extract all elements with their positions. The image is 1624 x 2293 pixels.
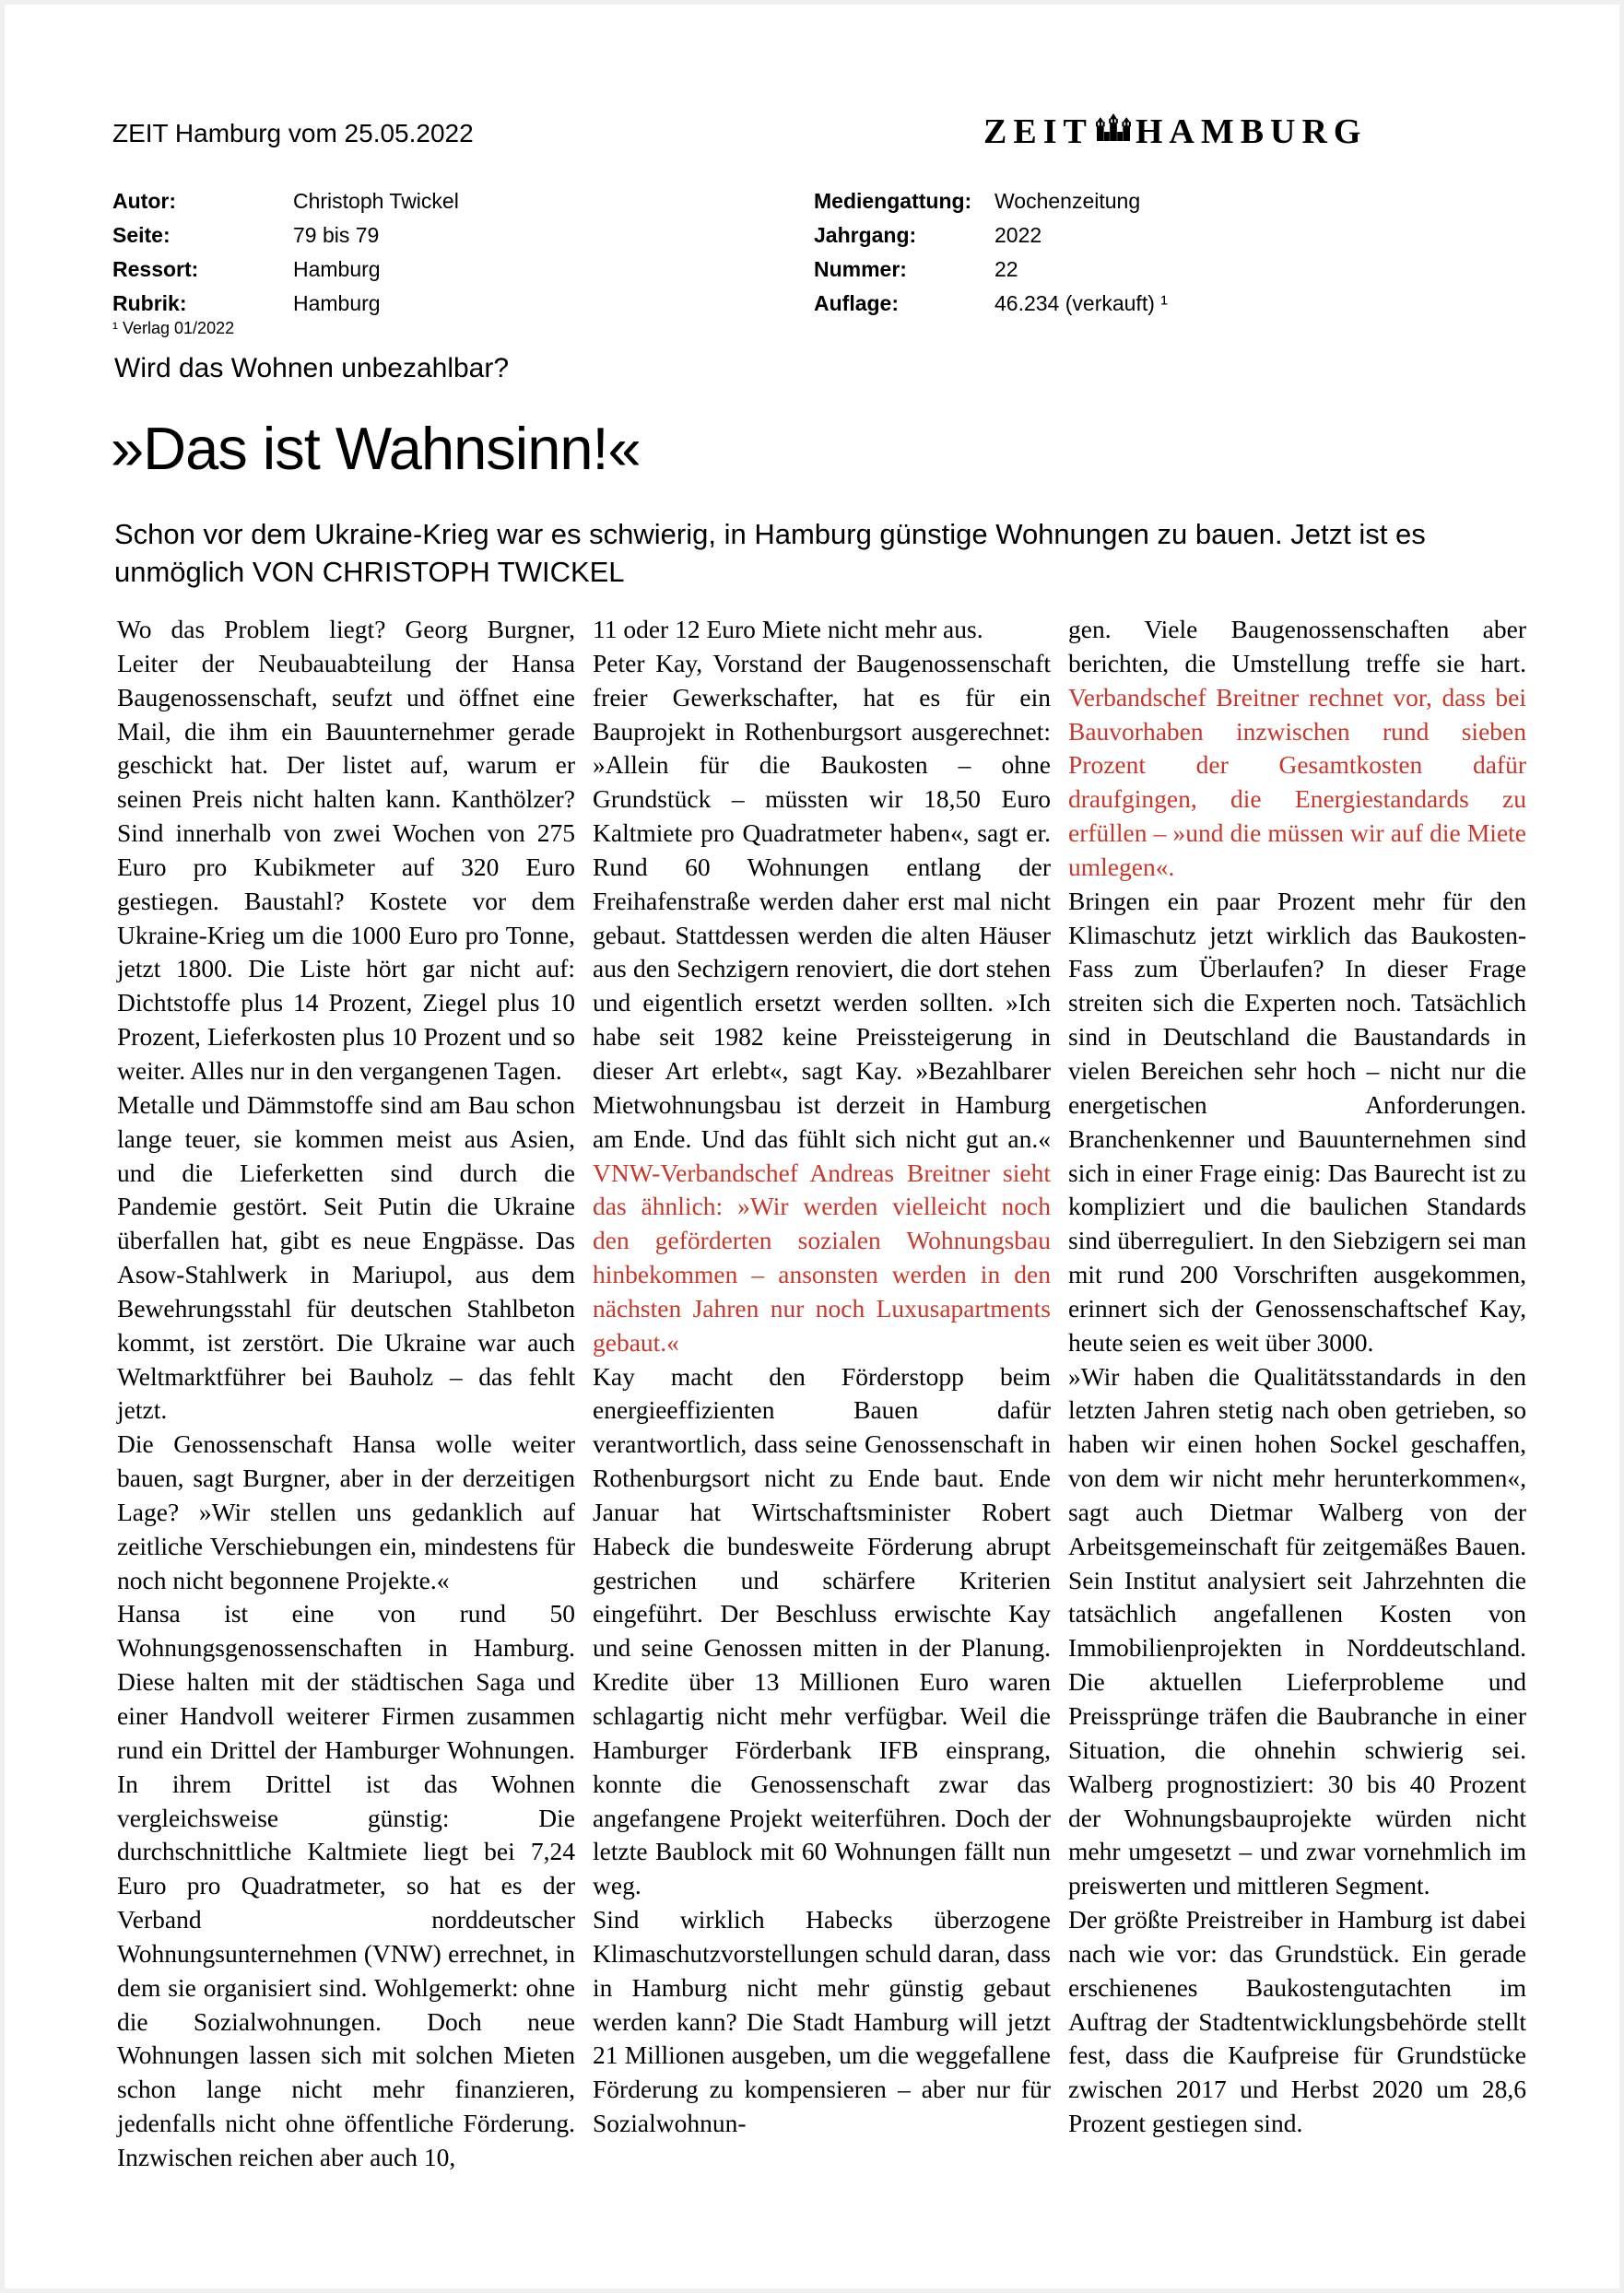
body-text: Hansa ist eine von rund 50 Wohnungsgenossenschaften in Hamburg. Diese halten mit der städtischen Saga und einer Handvoll weiterer Firmen zusammen rund ein Drittel der Hamburger Wohnungen. In ihrem Drittel ist das Wohnen vergleichsweise günstig: Die durchschnittliche Kaltmiete liegt bei 7,24 Euro pro Quadratmeter, so hat es der Verband norddeutscher Wohnungsunternehmen (VNW) errechnet, in dem sie organisiert sind. Wohlgemerkt: ohne die Sozialwohnungen. Doch neue Wohnungen lassen sich mit solchen Mieten schon lange nicht mehr finanzieren, jedenfalls nicht ohne öffentliche Förderung. Inzwischen reichen aber auch 10, bbox=[117, 1599, 575, 2171]
meta-value: Hamburg bbox=[293, 291, 381, 315]
meta-row-mediengattung bbox=[814, 189, 1168, 223]
meta-label: Rubrik: bbox=[112, 291, 187, 315]
meta-label: Auflage: bbox=[814, 291, 899, 315]
highlighted-quote-text: VNW-Verbandschef Andreas Breitner sieht das ähnlich: »Wir werden vielleicht noch den geförderten sozialen Wohnungsbau hinbekommen – ansonsten werden in den nächsten Jahren nur noch Luxusapartments gebaut.« bbox=[593, 1158, 1051, 1357]
zeit-hamburg-logo bbox=[983, 112, 1367, 152]
article-paragraph bbox=[593, 647, 1051, 1360]
meta-block-left bbox=[112, 189, 459, 325]
meta-row-autor bbox=[112, 189, 459, 223]
article-column-3 bbox=[1068, 613, 1526, 2175]
body-text: Peter Kay, Vorstand der Baugenossenschaft freier Gewerkschafter, hat es für ein Bauprojekt in Rothenburgsort ausgerechnet: »Allein für die Baukosten – ohne Grundstück – müssten wir 18,50 Euro Kaltmiete pro Quadratmeter haben«, sagt er. Rund 60 Wohnungen entlang der Freihafenstraße werden daher erst mal nicht gebaut. Stattdessen werden die alten Häuser aus den Sechzigern renoviert, die dort stehen und eigentlich ersetzt werden sollten. »Ich habe seit 1982 keine Preissteigerung in dieser Art erlebt«, sagt Kay. »Bezahlbarer Mietwohnungsbau ist derzeit in Hamburg am Ende. Und das fühlt sich nicht gut an.« bbox=[593, 648, 1051, 1153]
article-paragraph bbox=[1068, 885, 1526, 1360]
body-text: gen. Viele Baugenossenschaften aber berichten, die Umstellung treffe sie hart. bbox=[1068, 615, 1526, 677]
meta-row-jahrgang bbox=[814, 223, 1168, 257]
article-paragraph bbox=[1068, 1903, 1526, 2141]
kicker-line: Wird das Wohnen unbezahlbar? bbox=[114, 353, 510, 383]
meta-row-seite bbox=[112, 223, 459, 257]
meta-value: Christoph Twickel bbox=[293, 189, 459, 213]
body-text: Metalle und Dämmstoffe sind am Bau schon lange teuer, sie kommen meist aus Asien, und die Lieferketten sind durch die Pandemie gestört. Seit Putin die Ukraine überfallen hat, gibt es neue Engpässe. Das Asow-Stahlwerk in Mariupol, aus dem Bewehrungsstahl für deutschen Stahlbeton kommt, ist zerstört. Die Ukraine war auch Weltmarktführer bei Bauholz – das fehlt jetzt. bbox=[117, 1089, 575, 1425]
body-text: Kay macht den Förderstopp beim energieeffizienten Bauen dafür verantwortlich, dass seine Genossenschaft in Rothenburgsort nicht zu Ende baut. Ende Januar hat Wirtschaftsminister Robert Habeck die bundesweite Förderung abrupt gestrichen und schärfere Kriterien eingeführt. Der Beschluss erwischte Kay und seine Genossen mitten in der Planung. Kredite über 13 Millionen Euro waren schlagartig nicht mehr verfügbar. Weil die Hamburger Förderbank IFB einsprang, konnte die Genossenschaft zwar das angefangene Projekt weiterführen. Doch der letzte Baublock mit 60 Wohnungen fällt nun weg. bbox=[593, 1361, 1051, 1900]
hamburg-crest-icon bbox=[1095, 112, 1132, 152]
meta-label: Jahrgang: bbox=[814, 223, 917, 247]
meta-label: Mediengattung: bbox=[814, 189, 972, 213]
body-text: Wo das Problem liegt? Georg Burgner, Leiter der Neubauabteilung der Hansa Baugenossenschaft, seufzt und öffnet eine Mail, die ihm ein Bauunternehmer gerade geschickt hat. Der listet auf, warum er seinen Preis nicht halten kann. Kanthölzer? Sind innerhalb von zwei Wochen von 275 Euro pro Kubikmeter auf 320 Euro gestiegen. Baustahl? Kostete vor dem Ukraine-Krieg um die 1000 Euro pro Tonne, jetzt 1800. Die Liste hört gar nicht auf: Dichtstoffe plus 14 Prozent, Ziegel plus 10 Prozent, Lieferkosten plus 10 Prozent und so weiter. Alles nur in den vergangenen Tagen. bbox=[117, 615, 575, 1085]
body-text: »Wir haben die Qualitätsstandards in den letzten Jahren stetig nach oben getrieben, so haben wir einen hohen Sockel geschaffen, von dem wir nicht mehr herunterkommen«, sagt auch Dietmar Walberg von der Arbeitsgemeinschaft für zeitgemäßes Bauen. Sein Institut analysiert seit Jahrzehnten die tatsächlich angefallenen Kosten von Immobilienprojekten in Norddeutschland. Die aktuellen Lieferprobleme und Preissprünge träfen die Baubranche in einer Situation, die ohnehin schwierig sei. Walberg prognostiziert: 30 bis 40 Prozent der Wohnungsbauprojekte würden nicht mehr umgesetzt – und zwar vornehmlich im preiswerten und mittleren Segment. bbox=[1068, 1361, 1526, 1900]
meta-label: Seite: bbox=[112, 223, 171, 247]
meta-row-nummer bbox=[814, 257, 1168, 291]
body-text: Der größte Preistreiber in Hamburg ist dabei nach wie vor: das Grundstück. Ein gerade erschienenes Baukostengutachten im Auftrag der Stadtentwicklungsbehörde stellt fest, dass die Kaufpreise für Grundstücke zwischen 2017 und Herbst 2020 um 28,6 Prozent gestiegen sind. bbox=[1068, 1905, 1526, 2138]
article-paragraph bbox=[1068, 613, 1526, 885]
newspaper-clipping-page bbox=[5, 5, 1619, 2288]
article-subtitle: Schon vor dem Ukraine-Krieg war es schwierig, in Hamburg günstige Wohnungen zu bauen. Jetzt ist es unmöglich VON CHRISTOPH TWICKEL bbox=[114, 518, 1426, 588]
article-paragraph bbox=[117, 1597, 575, 2174]
article-paragraph bbox=[117, 1088, 575, 1428]
body-text: 11 oder 12 Euro Miete nicht mehr aus. bbox=[593, 615, 983, 643]
article-paragraph bbox=[117, 613, 575, 1088]
meta-value: 22 bbox=[994, 257, 1018, 281]
meta-value: 79 bis 79 bbox=[293, 223, 380, 247]
meta-label: Nummer: bbox=[814, 257, 907, 281]
meta-value: 46.234 (verkauft) ¹ bbox=[994, 291, 1168, 315]
body-text: Bringen ein paar Prozent mehr für den Klimaschutz jetzt wirklich das Baukosten-Fass zum Überlaufen? In dieser Frage streiten sich die Experten noch. Tatsächlich sind in Deutschland die Baustandards in vielen Bereichen sehr hoch – nicht nur die energetischen Anforderungen. Branchenkenner und Bauunternehmen sind sich in einer Frage einig: Das Baurecht ist zu kompliziert und die baulichen Standards sind überreguliert. In den Siebzigern sei man mit rund 200 Vorschriften ausgekommen, erinnert sich der Genossenschaftschef Kay, heute seien es weit über 3000. bbox=[1068, 886, 1526, 1357]
meta-value: 2022 bbox=[994, 223, 1042, 247]
meta-row-auflage bbox=[814, 291, 1168, 325]
article-paragraph bbox=[593, 1903, 1051, 2141]
article-column-1 bbox=[117, 613, 575, 2175]
body-text: Sind wirklich Habecks überzogene Klimaschutzvorstellungen schuld daran, dass in Hamburg nicht mehr günstig gebaut werden kann? Die Stadt Hamburg will jetzt 21 Millionen ausgeben, um die weggefallene Förderung zu kompensieren – aber nur für Sozialwohnun- bbox=[593, 1905, 1051, 2138]
article-paragraph bbox=[593, 613, 1051, 647]
meta-label: Ressort: bbox=[112, 257, 199, 281]
article-paragraph bbox=[593, 1360, 1051, 1904]
meta-block-right bbox=[814, 189, 1168, 325]
logo-text-hamburg: HAMBURG bbox=[1135, 112, 1368, 151]
meta-row-ressort bbox=[112, 257, 459, 291]
article-paragraph bbox=[1068, 1360, 1526, 1904]
article-headline: »Das ist Wahnsinn!« bbox=[111, 415, 641, 482]
meta-value: Hamburg bbox=[293, 257, 381, 281]
meta-label: Autor: bbox=[112, 189, 176, 213]
logo-text-zeit: ZEIT bbox=[983, 112, 1093, 151]
article-column-2 bbox=[593, 613, 1051, 2175]
article-paragraph bbox=[117, 1428, 575, 1597]
highlighted-quote-text: Verbandschef Breitner rechnet vor, dass bei Bauvorhaben inzwischen rund sieben Prozent der Gesamtkosten dafür draufgingen, die Energiestandards zu erfüllen – »und die müssen wir auf die Miete umlegen«. bbox=[1068, 682, 1526, 881]
source-footnote: ¹ Verlag 01/2022 bbox=[112, 319, 235, 337]
meta-value: Wochenzeitung bbox=[994, 189, 1141, 213]
article-body bbox=[117, 613, 1527, 2175]
masthead-title: ZEIT Hamburg vom 25.05.2022 bbox=[112, 119, 474, 147]
body-text: Die Genossenschaft Hansa wolle weiter bauen, sagt Burgner, aber in der derzeitigen Lage? »Wir stellen uns gedanklich auf zeitliche Verschiebungen ein, mindestens für noch nicht begonnene Projekte.« bbox=[117, 1429, 575, 1594]
